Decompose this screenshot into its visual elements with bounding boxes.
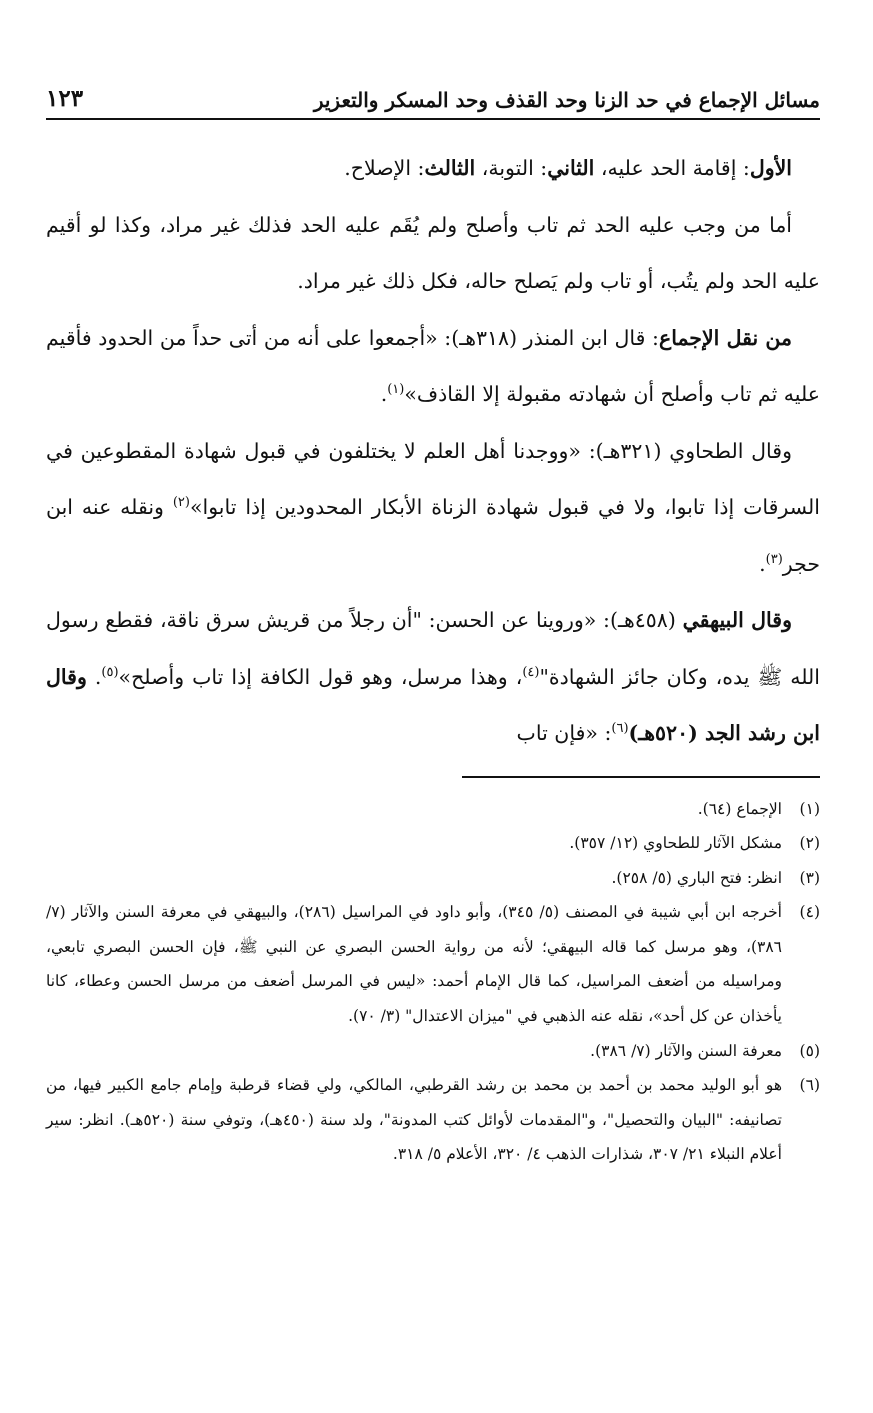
label-third: الثالث	[424, 156, 476, 180]
paragraph-not-intended	[46, 197, 820, 310]
footnote-number: (١)	[799, 799, 820, 818]
footnote-number: (٦)	[799, 1076, 820, 1095]
footnote-text: أخرجه ابن أبي شيبة في المصنف (٥/ ٣٤٥)، وأبو داود في المراسيل (٢٨٦)، والبيهقي في معرفة السنن والآثار (٧/ ٣٨٦)، وهو مرسل كما قاله البيهقي؛ لأنه من رواية الحسن البصري عن النبي ﷺ، فإن الحسن البصري تابعي، ومراسيله من أضعف المراسيل، كما قال الإمام أحمد: «ليس في المرسل أضعف من مرسل الحسن وعطاء، كانا يأخذان عن كل أحد»، نقله عنه الذهبي في "ميزان الاعتدال" (٣/ ٧٠).	[46, 903, 782, 1026]
footnote-ref-6[interactable]: (٦)	[611, 721, 629, 737]
footnote-text: انظر: فتح الباري (٥/ ٢٥٨).	[611, 868, 782, 887]
footnote-number: (٢)	[799, 834, 820, 853]
paragraph-text: أما من وجب عليه الحد ثم تاب وأصلح ولم يُقَم عليه الحد فذلك غير مراد، وكذا لو أقيم عليه الحد ولم يتُب، أو تاب ولم يَصلح حاله، فكل ذلك غير مراد.	[46, 212, 820, 293]
paragraph-mid: ونقله عنه ابن حجر	[46, 495, 820, 576]
paragraph-conditions	[46, 140, 820, 197]
footnote-number: (٣)	[799, 868, 820, 887]
section-lead: من نقل الإجماع	[658, 325, 792, 350]
lead-bayhaqi: وقال البيهقي	[682, 608, 792, 632]
paragraph-end: .	[759, 551, 766, 576]
footnote-text: هو أبو الوليد محمد بن أحمد بن محمد بن رشد القرطبي، المالكي، ولي قضاء قرطبة وإمام جامع الكبير فيها، من تصانيفه: "البيان والتحصيل"، و"المقدمات لأوائل كتب المدونة"، ولد سنة (٤٥٠هـ)، وتوفي سنة (٥٢٠هـ). انظر: سير أعلام النبلاء ٢١/ ٣٠٧، شذارات الذهب ٤/ ٣٢٠، الأعلام ٥/ ٣١٨.	[46, 1076, 782, 1164]
text-bayhaqi: (٤٥٨هـ): «وروينا عن الحسن: "أن رجلاً من قريش سرق ناقة، فقطع رسول الله ﷺ يده، وكان جائز الشهادة"	[46, 608, 820, 689]
footnote-4	[46, 895, 820, 1033]
paragraph-bayhaqi	[46, 592, 820, 762]
footnote-number: (٥)	[799, 1041, 820, 1060]
date-ibn-rushd: (٥٢٠هـ)	[628, 721, 705, 745]
label-second: الثاني	[547, 156, 595, 180]
text-mursal: ، وهذا مرسل، وهو قول الكافة إذا تاب وأصلح»	[118, 664, 523, 689]
paragraph-ibn-almundhir	[46, 310, 820, 423]
footnote-ref-5[interactable]: (٥)	[101, 664, 119, 680]
text-second: : التوبة،	[475, 156, 548, 180]
running-title: مسائل الإجماع في حد الزنا وحد القذف وحد المسكر والتعزير	[313, 88, 820, 112]
footnote-3	[46, 861, 820, 896]
footnote-divider	[462, 776, 820, 778]
paragraph-tahawi	[46, 423, 820, 593]
footnote-text: معرفة السنن والآثار (٧/ ٣٨٦).	[590, 1041, 782, 1060]
footnote-ref-2[interactable]: (٢)	[172, 495, 190, 511]
footnote-ref-4[interactable]: (٤)	[522, 664, 540, 680]
footnotes	[46, 792, 820, 1173]
footnote-5	[46, 1034, 820, 1069]
running-header	[46, 70, 820, 120]
footnote-text: مشكل الآثار للطحاوي (١٢/ ٣٥٧).	[569, 834, 782, 853]
book-page	[46, 70, 820, 1172]
footnote-1	[46, 792, 820, 827]
lead-ibn-rushd: وقال ابن رشد الجد	[46, 664, 820, 745]
footnote-6	[46, 1068, 820, 1172]
page-number: ١٢٣	[46, 85, 84, 112]
body-text	[46, 140, 820, 762]
footnote-text: الإجماع (٦٤).	[697, 799, 782, 818]
footnote-ref-1[interactable]: (١)	[387, 382, 405, 398]
text-ibn-rushd: : «فإن تاب	[516, 721, 612, 745]
text-stop: .	[86, 664, 102, 689]
footnote-ref-3[interactable]: (٣)	[765, 551, 783, 567]
label-first: الأول	[749, 156, 792, 180]
text-third: : الإصلاح.	[344, 156, 425, 180]
text-first: : إقامة الحد عليه،	[594, 156, 750, 180]
paragraph-end: .	[380, 382, 388, 406]
footnote-number: (٤)	[799, 903, 820, 922]
footnote-2	[46, 826, 820, 861]
paragraph-text: وقال الطحاوي (٣٢١هـ): «ووجدنا أهل العلم لا يختلفون في قبول شهادة المقطوعين في السرقات إذا تابوا، ولا في قبول شهادة الزناة الأبكار المحدودين إذا تابوا»	[46, 438, 820, 519]
paragraph-text: : قال ابن المنذر (٣١٨هـ): «أجمعوا على أنه من أتى حداً من الحدود فأقيم عليه ثم تاب وأصلح أن شهادته مقبولة إلا القاذف»	[46, 325, 820, 406]
